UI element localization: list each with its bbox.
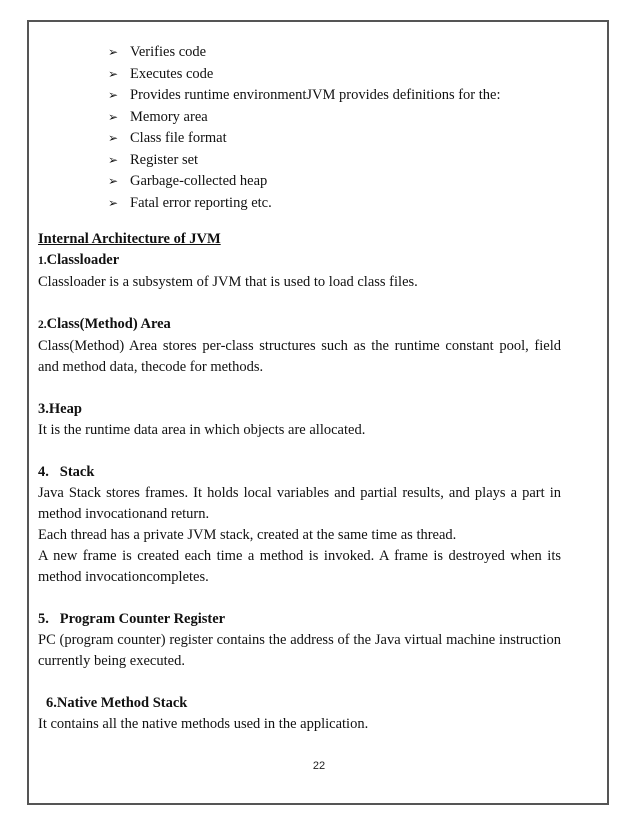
arrow-bullet-icon: ➢ xyxy=(108,45,119,59)
section-body: It contains all the native methods used in the application. xyxy=(38,716,369,732)
section-body: Classloader is a subsystem of JVM that is used to load class files. xyxy=(38,274,418,290)
section-body: Java Stack stores frames. It holds local variables and partial results, and plays a part in method invocationand return. xyxy=(38,485,561,522)
section-pc-register xyxy=(38,609,561,672)
section-method-area xyxy=(38,314,561,378)
page-number: 22 xyxy=(312,760,326,772)
arrow-bullet-icon: ➢ xyxy=(108,131,119,145)
section-classloader xyxy=(38,250,561,293)
section-native-stack xyxy=(38,693,561,735)
section-title: 1.Classloader xyxy=(38,252,120,268)
section-title: 6.Native Method Stack xyxy=(46,695,188,711)
section-heap xyxy=(38,399,561,441)
arrow-bullet-icon: ➢ xyxy=(108,66,119,81)
intro-bullet-list xyxy=(108,42,501,214)
section-body: Class(Method) Area stores per-class structures such as the runtime constant pool, field and method data, thecode for methods. xyxy=(38,338,561,375)
bullet-item: ➢ Verifies code xyxy=(108,42,501,64)
arrow-bullet-icon: ➢ xyxy=(108,109,119,124)
bullet-item: ➢ Garbage-collected heap xyxy=(108,171,501,193)
section-body: Each thread has a private JVM stack, created at the same time as thread. xyxy=(38,527,457,543)
bullet-item: ➢ Memory area xyxy=(108,107,501,129)
section-body: A new frame is created each time a method is invoked. A frame is destroyed when its method invocationcompletes. xyxy=(38,548,561,585)
main-content xyxy=(38,229,561,735)
arrow-bullet-icon: ➢ xyxy=(108,88,119,102)
arrow-bullet-icon: ➢ xyxy=(108,195,119,210)
arrow-bullet-icon: ➢ xyxy=(108,152,119,167)
section-title: 4. Stack xyxy=(38,464,95,480)
section-title: 5. Program Counter Register xyxy=(38,611,226,627)
bullet-item: ➢ Executes code xyxy=(108,64,501,86)
bullet-item: ➢ Register set xyxy=(108,150,501,172)
bullet-item: ➢ Fatal error reporting etc. xyxy=(108,193,501,215)
bullet-item: ➢ Class file format xyxy=(108,128,501,150)
section-title: 2.Class(Method) Area xyxy=(38,316,171,332)
section-body: PC (program counter) register contains the address of the Java virtual machine instruction currently being executed. xyxy=(38,632,561,669)
section-heading: Internal Architecture of JVM xyxy=(38,231,221,247)
bullet-item: ➢ Provides runtime environmentJVM provides definitions for the: xyxy=(108,85,501,107)
section-stack xyxy=(38,462,561,588)
section-body: It is the runtime data area in which objects are allocated. xyxy=(38,422,366,438)
arrow-bullet-icon: ➢ xyxy=(108,174,119,188)
section-title: 3.Heap xyxy=(38,401,82,417)
